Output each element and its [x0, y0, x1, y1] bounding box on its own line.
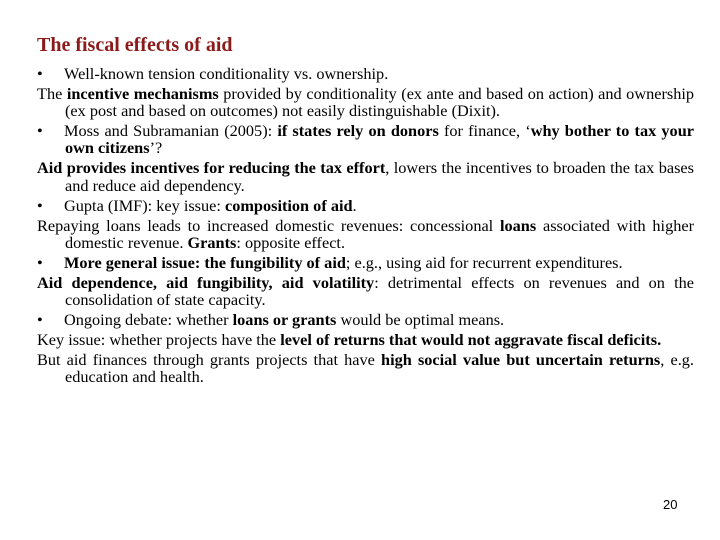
- text-run: Key issue: whether projects have the: [37, 330, 281, 350]
- bold-text: Grants: [187, 232, 237, 252]
- bullet-marker: •: [37, 64, 43, 83]
- bold-text: Aid dependence, aid fungibility, aid volatility: [37, 272, 375, 292]
- text-run: , e.g. education and health.: [65, 350, 694, 387]
- bullet-marker: •: [37, 121, 43, 141]
- bullet-paragraph: [37, 197, 694, 214]
- text-run: , lowers the incentives to broaden the tax bases and reduce aid dependency.: [65, 158, 694, 195]
- bold-text: incentive mechanisms: [66, 84, 219, 103]
- bullet-paragraph: [37, 65, 694, 82]
- bullet-marker: •: [37, 252, 43, 272]
- bullet-paragraph: [37, 311, 694, 328]
- paragraph: [37, 85, 694, 119]
- text-run: ’?: [149, 138, 163, 158]
- text-run: : opposite effect.: [236, 232, 346, 252]
- page-number: 20: [663, 497, 678, 512]
- paragraph: [37, 159, 694, 193]
- bold-text: loans: [500, 215, 537, 235]
- text-run: provided by conditionality (ex ante and based on action) and ownership (ex post and based on outcomes) not easily distinguishable (Dixit).: [65, 84, 695, 121]
- text-run: would be optimal means.: [336, 310, 505, 330]
- slide-body: [37, 65, 694, 388]
- paragraph: [37, 351, 694, 385]
- text-run: Moss and Subramanian (2005):: [64, 121, 278, 141]
- bold-text: why bother to tax your own citizens: [65, 121, 694, 158]
- bold-text: if states rely on donors: [277, 121, 439, 141]
- text-run: .: [352, 195, 357, 215]
- paragraph: [37, 274, 694, 308]
- bullet-marker: •: [37, 310, 43, 330]
- bullet-paragraph: [37, 254, 694, 271]
- bold-text: composition of aid: [224, 195, 353, 215]
- bold-text: high social value but uncertain returns: [381, 350, 661, 370]
- bold-text: Aid provides incentives for reducing the tax effort: [37, 158, 386, 178]
- text-run: But aid finances through grants projects that have: [37, 350, 382, 370]
- slide-title: The fiscal effects of aid: [37, 34, 233, 56]
- text-run: associated with higher domestic revenue.: [65, 215, 695, 252]
- paragraph: [37, 217, 694, 251]
- text-run: Well-known tension conditionality vs. ownership.: [64, 64, 389, 83]
- text-run: Ongoing debate: whether: [64, 310, 233, 330]
- text-run: Repaying loans leads to increased domestic revenues: concessional: [37, 215, 500, 235]
- text-run: The: [37, 84, 67, 103]
- bold-text: level of returns that would not aggravate fiscal deficits.: [280, 330, 662, 350]
- bold-text: loans or grants: [232, 310, 337, 330]
- text-run: Gupta (IMF): key issue:: [64, 195, 225, 215]
- text-run: ; e.g., using aid for recurrent expenditures.: [345, 252, 623, 272]
- bullet-paragraph: [37, 122, 694, 156]
- bold-text: More general issue: the fungibility of aid: [64, 252, 346, 272]
- bullet-marker: •: [37, 195, 43, 215]
- text-run: for finance, ‘: [438, 121, 531, 141]
- paragraph: [37, 331, 694, 348]
- text-run: : detrimental effects on revenues and on the consolidation of state capacity.: [65, 272, 694, 310]
